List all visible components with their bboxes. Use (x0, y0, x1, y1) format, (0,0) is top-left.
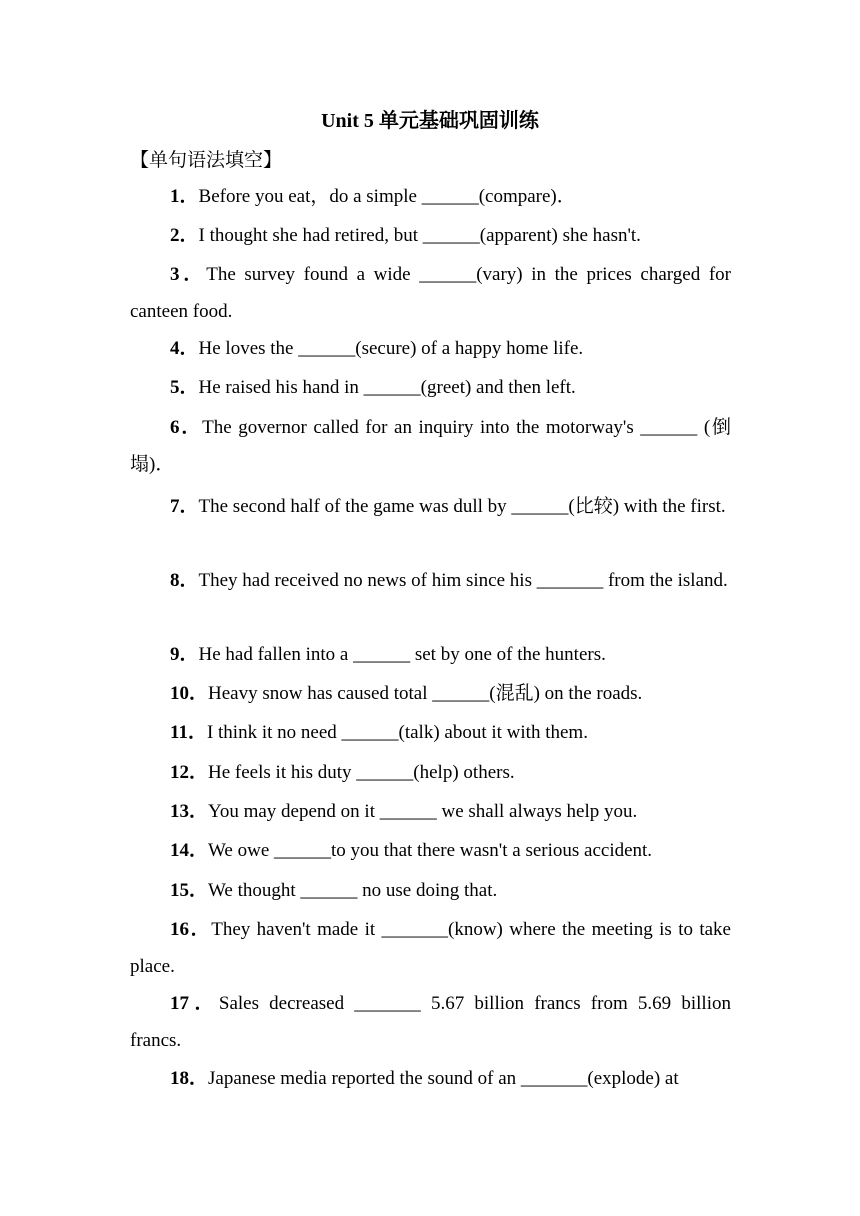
question-item (130, 1060, 731, 1097)
question-text: Before you eat，do a simple ______(compare)． (198, 186, 576, 207)
question-item (130, 636, 731, 673)
question-text: He had fallen into a ______ set by one of the hunters. (198, 644, 606, 665)
question-text: We thought ______ no use doing that. (208, 880, 498, 901)
question-item (130, 330, 731, 367)
question-number: 15． (170, 880, 209, 901)
question-item (130, 754, 731, 791)
question-item (130, 675, 731, 712)
question-item (130, 256, 731, 330)
question-item (130, 985, 731, 1059)
question-text: He raised his hand in ______(greet) and then left. (198, 377, 576, 398)
question-item (130, 562, 731, 599)
question-text: You may depend on it ______ we shall always help you. (208, 801, 638, 822)
question-number: 10． (170, 683, 209, 704)
question-number: 13． (170, 801, 209, 822)
question-number: 5． (170, 377, 199, 398)
question-number: 16． (170, 919, 212, 940)
question-number: 3． (170, 264, 207, 285)
question-number: 6． (170, 417, 203, 438)
page-title: Unit 5 单元基础巩固训练 (321, 110, 539, 132)
question-text: The survey found a wide ______(vary) in the prices charged for canteen food. (130, 264, 731, 322)
question-text: I think it no need ______(talk) about it with them. (206, 722, 588, 743)
question-text: Heavy snow has caused total ______(混乱) on the roads. (208, 683, 643, 704)
question-number: 12． (170, 762, 209, 783)
question-text: He loves the ______(secure) of a happy home life. (198, 338, 584, 359)
question-text: Japanese media reported the sound of an _______(explode) at (208, 1068, 679, 1089)
question-number: 2． (170, 225, 199, 246)
question-item (130, 488, 731, 525)
question-number: 8． (170, 570, 199, 591)
question-number: 18． (170, 1068, 209, 1089)
question-item (130, 409, 731, 483)
question-item (130, 714, 731, 751)
question-number: 14． (170, 840, 209, 861)
question-text: The second half of the game was dull by ______(比较) with the first. (198, 496, 726, 517)
question-number: 17． (170, 993, 219, 1014)
question-item (130, 369, 731, 406)
question-text: They haven't made it _______(know) where the meeting is to take place. (130, 919, 731, 977)
question-text: I thought she had retired, but ______(apparent) she hasn't. (198, 225, 641, 246)
question-number: 7． (170, 496, 199, 517)
question-text: We owe ______to you that there wasn't a serious accident. (208, 840, 653, 861)
question-number: 1． (170, 186, 199, 207)
question-number: 4． (170, 338, 199, 359)
question-item (130, 872, 731, 909)
question-item (130, 217, 731, 254)
question-text: Sales decreased _______ 5.67 billion francs from 5.69 billion francs. (130, 993, 731, 1051)
question-number: 9． (170, 644, 199, 665)
question-item (130, 793, 731, 830)
question-text: He feels it his duty ______(help) others. (208, 762, 515, 783)
question-item (130, 178, 731, 215)
question-number: 11． (170, 722, 207, 743)
question-item (130, 911, 731, 985)
section-heading: 【单句语法填空】 (130, 150, 283, 171)
question-text: The governor called for an inquiry into the motorway's ______ (倒塌)． (130, 417, 731, 475)
question-text: They had received no news of him since his _______ from the island. (198, 570, 728, 591)
question-item (130, 832, 731, 869)
